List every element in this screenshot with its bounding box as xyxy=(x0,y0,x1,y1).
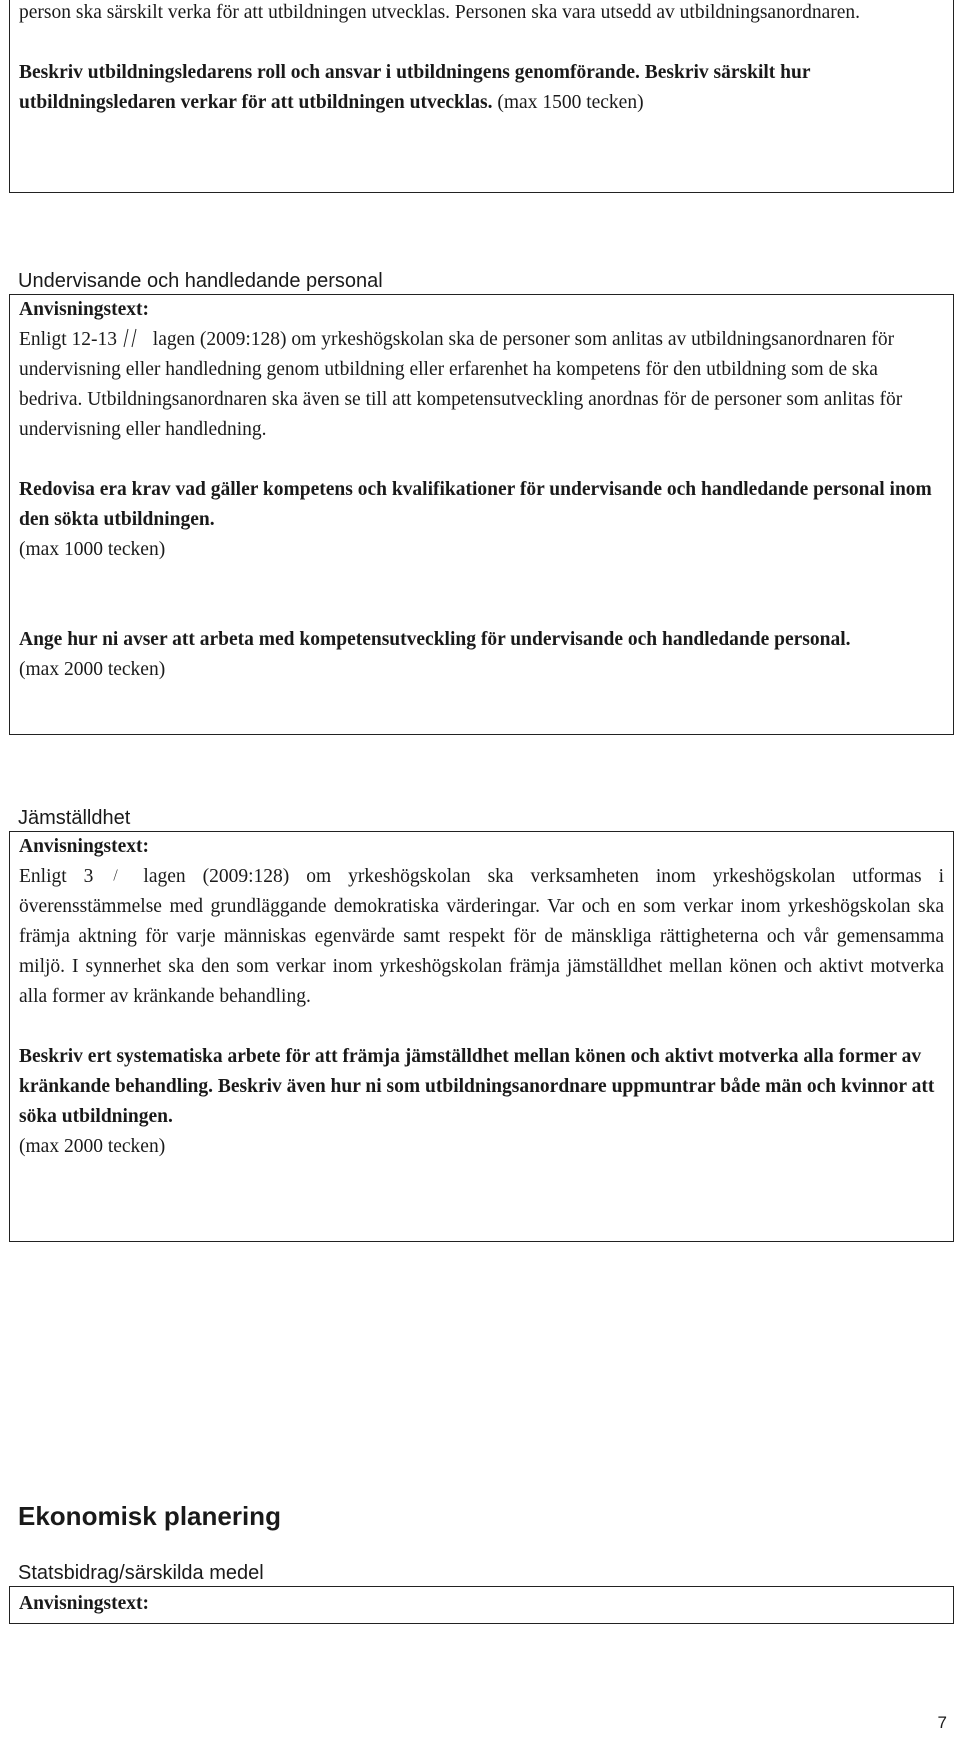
guide-label: Anvisningstext: xyxy=(19,299,150,320)
guide-label: Anvisningstext: xyxy=(19,1593,150,1614)
guide-box-personal xyxy=(9,294,954,735)
guide-label: Anvisningstext: xyxy=(19,836,150,857)
question-kompetensutveckling: Ange hur ni avser att arbeta med kompetensutveckling för undervisande och handledande personal. (max 2000 tecken) xyxy=(19,629,851,680)
guide-text-jamstalldhet: Enligt 3 lagen (2009:128) om yrkeshögskolan ska verksamheten inom yrkeshögskolan utformas i överensstämmelse med grundläggande demokratiska värderingar. Var och en som verkar inom yrkeshögskolan ska främja aktning för varje människas egenvärde samt respekt för de mänskliga rättigheterna och vår gemensamma miljö. I synnerhet ska den som verkar inom yrkeshögskolan främja jämställdhet mellan könen och aktivt motverka alla former av kränkande behandling. xyxy=(19,866,945,1007)
section-sign-icon xyxy=(122,327,148,349)
section-sign-icon xyxy=(110,864,126,886)
top-paragraph: person ska särskilt verka för att utbildningen utvecklas. Personen ska vara utsedd av utbildningsanordnaren. xyxy=(19,2,860,23)
heading-ekonomisk-planering: Ekonomisk planering xyxy=(18,1501,281,1531)
question-jamstalldhet: Beskriv ert systematiska arbete för att främja jämställdhet mellan könen och aktivt motverka alla former av kränkande behandling. Beskriv även hur ni som utbildningsanordnare uppmuntrar både män och kvinnor att söka utbildningen. (max 2000 tecken) xyxy=(19,1046,935,1157)
guide-box-ekonomi xyxy=(9,1586,954,1624)
guide-box-jamstalldhet xyxy=(9,831,954,1242)
question-kompetens: Redovisa era krav vad gäller kompetens och kvalifikationer för undervisande och handledande personal inom den sökta utbildningen. (max 1000 tecken) xyxy=(19,479,932,560)
guide-text-personal: Enligt 12-13 lagen (2009:128) om yrkeshögskolan ska de personer som anlitas av utbildningsanordnaren för undervisning eller handledning genom utbildning eller erfarenhet ha kompetens för den utbildning som de ska bedriva. Utbildningsanordnaren ska även se till att kompetensutveckling anordnas för de personer som anlitas för undervisning eller handledning. xyxy=(19,329,903,440)
page-number: 7 xyxy=(937,1713,947,1732)
top-box xyxy=(9,0,954,193)
section-label-personal: Undervisande och handledande personal xyxy=(18,270,383,292)
section-label-statsbidrag: Statsbidrag/särskilda medel xyxy=(18,1562,264,1584)
question-utbildningsledare: Beskriv utbildningsledarens roll och ansvar i utbildningens genomförande. Beskriv särskilt hur utbildningsledaren verkar för att utbildningen utvecklas. (max 1500 tecken) xyxy=(19,62,811,113)
section-label-jamstalldhet: Jämställdhet xyxy=(18,807,131,829)
